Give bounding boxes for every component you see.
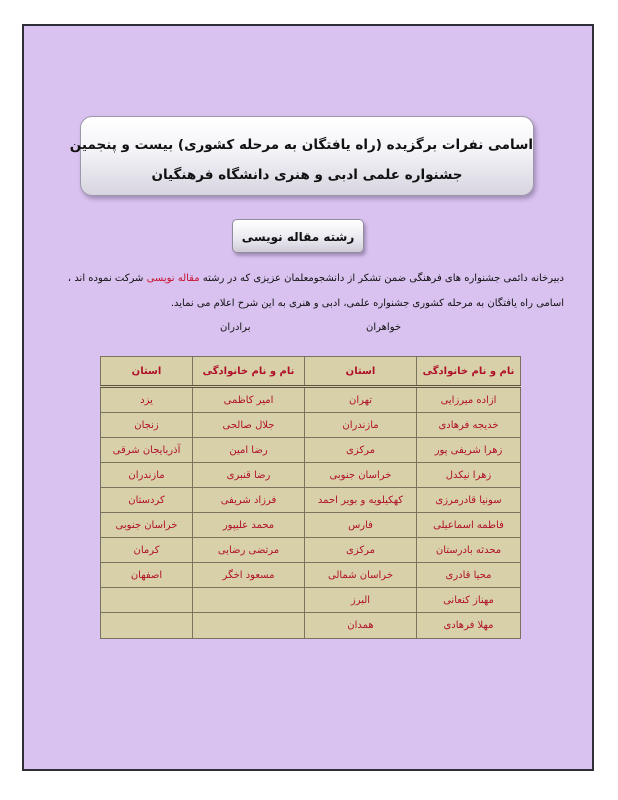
winners-table [100,356,521,639]
brother-name-cell [193,588,305,613]
brother-province-cell: کرمان [101,538,193,563]
sister-name-cell: محدثه بادرستان [417,538,521,563]
sister-name-cell: فاطمه اسماعیلی [417,513,521,538]
page-frame [22,24,594,771]
sister-province-cell: همدان [305,613,417,639]
brother-name-cell: مرتضی رضایی [193,538,305,563]
brother-name-cell: جلال صالحی [193,413,305,438]
sister-name-cell: سونیا قادرمرزی [417,488,521,513]
brother-province-cell [101,613,193,639]
brother-province-cell: مازندران [101,463,193,488]
header-sister-name: نام و نام خانوادگی [417,357,521,387]
sister-name-cell: زهرا شریفی پور [417,438,521,463]
brother-name-cell: رضا امین [193,438,305,463]
intro-highlight: مقاله نویسی [146,273,200,284]
table-header-row [101,357,521,387]
header-sister-province: استان [305,357,417,387]
sister-name-cell: زهرا نیکدل [417,463,521,488]
table-row [101,488,521,513]
brother-province-cell: کردستان [101,488,193,513]
sister-province-cell: مرکزی [305,538,417,563]
brother-name-cell: فرزاد شریفی [193,488,305,513]
sister-province-cell: فارس [305,513,417,538]
brother-name-cell: امیر کاظمی [193,387,305,413]
sister-name-cell: مهلا فرهادی [417,613,521,639]
sister-name-cell: محیا قادری [417,563,521,588]
title-line-1: اسامی نفرات برگزیده (راه یافتگان به مرحله کشوری) بیست و پنجمین [69,137,533,153]
table-row [101,413,521,438]
table-row [101,588,521,613]
table-row [101,563,521,588]
brother-name-cell [193,613,305,639]
sister-province-cell: مازندران [305,413,417,438]
title-line-2: جشنواره علمی ادبی و هنری دانشگاه فرهنگیان [151,167,463,183]
header-brother-name: نام و نام خانوادگی [193,357,305,387]
sister-name-cell: ازاده میرزایی [417,387,521,413]
sister-province-cell: البرز [305,588,417,613]
sister-province-cell: خراسان جنوبی [305,463,417,488]
table-row [101,513,521,538]
group-label-brothers: برادران [220,322,251,333]
table-row [101,538,521,563]
header-brother-province: استان [101,357,193,387]
intro-text-2: شرکت نموده اند ، اسامی راه یافتگان به مرحله کشوری جشنواره علمی، ادبی و هنری به این شرح اعلام می نماید. [67,273,564,309]
brother-name-cell: مسعود اخگر [193,563,305,588]
table-row [101,387,521,413]
sister-name-cell: مهناز کنعانی [417,588,521,613]
brother-province-cell: آذربایجان شرقی [101,438,193,463]
sister-province-cell: کهکیلویه و بویر احمد [305,488,417,513]
intro-paragraph [54,266,564,316]
title-banner [69,116,534,196]
brother-province-cell: اصفهان [101,563,193,588]
brother-province-cell [101,588,193,613]
brother-province-cell: یزد [101,387,193,413]
table-row [101,613,521,639]
field-label-box: رشته مقاله نویسی [232,219,364,253]
group-label-sisters: خواهران [366,322,402,333]
table-row [101,438,521,463]
intro-text-1: دبیرخانه دائمی جشنواره های فرهنگی ضمن تشکر از دانشجومعلمان عزیزی که در رشته [199,273,564,284]
sister-province-cell: مرکزی [305,438,417,463]
brother-province-cell: زنجان [101,413,193,438]
sister-name-cell: خدیجه فرهادی [417,413,521,438]
brother-name-cell: رضا قنبری [193,463,305,488]
sister-province-cell: خراسان شمالی [305,563,417,588]
sister-province-cell: تهران [305,387,417,413]
table-row [101,463,521,488]
brother-province-cell: خراسان جنوبی [101,513,193,538]
brother-name-cell: محمد علیپور [193,513,305,538]
